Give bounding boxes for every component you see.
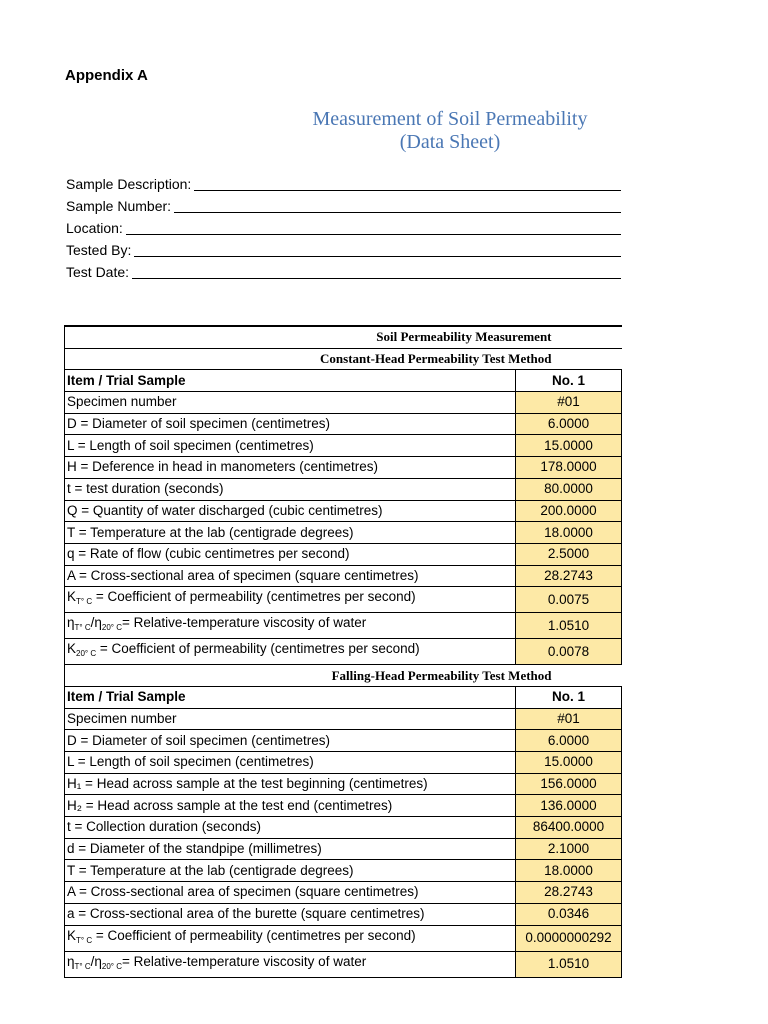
row-label <box>65 951 516 977</box>
row-value[interactable]: 0.0078 <box>516 639 622 665</box>
row-value[interactable]: 28.2743 <box>516 882 622 904</box>
row-label <box>65 392 516 414</box>
row-label <box>65 435 516 457</box>
symbol: K <box>67 927 77 943</box>
row-value[interactable]: 1.0510 <box>516 951 622 977</box>
table-heading-row <box>65 326 622 348</box>
permeability-data-table <box>64 325 622 978</box>
table-heading: Soil Permeability Measurement <box>65 326 622 348</box>
table-row <box>65 795 622 817</box>
table-row <box>65 860 622 882</box>
row-value[interactable]: 2.1000 <box>516 838 622 860</box>
column-header-trial: No. 1 <box>516 686 622 708</box>
row-label <box>65 478 516 500</box>
row-value[interactable]: 6.0000 <box>516 413 622 435</box>
row-label-text: = Coefficient of permeability (centimetres per second) <box>92 927 416 943</box>
symbol-subscript: 20° C <box>76 649 97 659</box>
row-value[interactable]: 18.0000 <box>516 522 622 544</box>
table-row <box>65 817 622 839</box>
row-label-text: = Coefficient of permeability (centimetres per second) <box>92 589 416 605</box>
table-row <box>65 478 622 500</box>
sample-description-field[interactable] <box>66 176 621 194</box>
row-label <box>65 925 516 951</box>
row-value[interactable]: 1.0510 <box>516 613 622 639</box>
symbol-subscript: T° C <box>76 935 93 945</box>
sample-number-field[interactable] <box>66 198 621 216</box>
table-row <box>65 708 622 730</box>
sample-description-label: Sample Description: <box>66 176 192 192</box>
row-label-text: a = Cross-sectional area of the burette (square centimetres) <box>67 906 425 922</box>
row-label <box>65 838 516 860</box>
location-label: Location: <box>66 220 123 236</box>
row-value[interactable]: 18.0000 <box>516 860 622 882</box>
falling-head-header-row <box>65 686 622 708</box>
table-row <box>65 882 622 904</box>
table-row <box>65 752 622 774</box>
symbol-subscript: T° C <box>74 623 91 633</box>
row-label-text: d = Diameter of the standpipe (millimetres) <box>67 841 322 857</box>
row-label <box>65 795 516 817</box>
symbol-2: /η <box>90 953 102 969</box>
test-date-field[interactable] <box>66 264 621 282</box>
symbol: K <box>67 589 77 605</box>
falling-head-method-title: Falling-Head Permeability Test Method <box>65 665 622 687</box>
row-label-text: T = Temperature at the lab (centigrade degrees) <box>67 524 354 540</box>
row-value[interactable]: 6.0000 <box>516 730 622 752</box>
table-row <box>65 500 622 522</box>
row-label-text: = Coefficient of permeability (centimetres per second) <box>96 641 420 657</box>
row-value[interactable]: #01 <box>516 708 622 730</box>
symbol-subscript: T° C <box>76 597 93 607</box>
row-label-text: t = test duration (seconds) <box>67 481 224 497</box>
table-row <box>65 457 622 479</box>
row-label-text: Specimen number <box>67 394 177 410</box>
row-label <box>65 708 516 730</box>
table-row <box>65 951 622 977</box>
symbol: K <box>67 641 77 657</box>
table-row <box>65 565 622 587</box>
table-row <box>65 435 622 457</box>
symbol: η <box>67 615 75 631</box>
sample-number-blank[interactable] <box>174 198 621 213</box>
column-header-item: Item / Trial Sample <box>65 370 516 392</box>
table-row <box>65 413 622 435</box>
row-label <box>65 817 516 839</box>
row-label <box>65 613 516 639</box>
table-row <box>65 522 622 544</box>
row-label <box>65 882 516 904</box>
row-label-text: H₂ = Head across sample at the test end (centimetres) <box>67 797 393 813</box>
table-row <box>65 543 622 565</box>
row-value[interactable]: 178.0000 <box>516 457 622 479</box>
table-row <box>65 838 622 860</box>
row-label-text: D = Diameter of soil specimen (centimetres) <box>67 732 330 748</box>
table-row <box>65 903 622 925</box>
page-title: Measurement of Soil Permeability <box>312 108 588 130</box>
row-label <box>65 457 516 479</box>
row-label <box>65 587 516 613</box>
sample-number-label: Sample Number: <box>66 198 172 214</box>
row-value[interactable]: #01 <box>516 392 622 414</box>
symbol-2: /η <box>90 615 102 631</box>
row-label <box>65 752 516 774</box>
row-label <box>65 522 516 544</box>
row-label-text: L = Length of soil specimen (centimetres) <box>67 437 314 453</box>
table-row <box>65 730 622 752</box>
row-label-text: Specimen number <box>67 710 177 726</box>
table-row <box>65 392 622 414</box>
tested-by-label: Tested By: <box>66 242 132 258</box>
test-date-blank[interactable] <box>132 264 621 279</box>
row-label <box>65 500 516 522</box>
appendix-label: Appendix A <box>65 67 148 84</box>
column-header-item: Item / Trial Sample <box>65 686 516 708</box>
row-label-text: = Relative-temperature viscosity of water <box>121 953 367 969</box>
tested-by-blank[interactable] <box>134 242 621 257</box>
table-row <box>65 587 622 613</box>
constant-head-header-row <box>65 370 622 392</box>
row-value[interactable]: 28.2743 <box>516 565 622 587</box>
column-header-trial: No. 1 <box>516 370 622 392</box>
row-label-text: t = Collection duration (seconds) <box>67 819 261 835</box>
row-label <box>65 413 516 435</box>
row-label-text: D = Diameter of soil specimen (centimetres) <box>67 416 330 432</box>
table-row <box>65 613 622 639</box>
test-date-label: Test Date: <box>66 264 130 280</box>
row-label-text: H₁ = Head across sample at the test beginning (centimetres) <box>67 776 428 792</box>
row-value[interactable]: 156.0000 <box>516 773 622 795</box>
table-row <box>65 639 622 665</box>
table-row <box>65 925 622 951</box>
row-value[interactable]: 0.0000000292 <box>516 925 622 951</box>
row-value[interactable]: 0.0346 <box>516 903 622 925</box>
row-value[interactable]: 136.0000 <box>516 795 622 817</box>
row-label <box>65 730 516 752</box>
constant-head-method-row <box>65 348 622 370</box>
row-label-text: A = Cross-sectional area of specimen (square centimetres) <box>67 567 419 583</box>
table-row <box>65 773 622 795</box>
symbol-2-subscript: 20° C <box>101 623 122 633</box>
row-label <box>65 860 516 882</box>
symbol: η <box>67 953 75 969</box>
row-label <box>65 543 516 565</box>
row-label <box>65 639 516 665</box>
row-label <box>65 565 516 587</box>
page-subtitle: (Data Sheet) <box>399 131 501 153</box>
falling-head-method-row <box>65 665 622 687</box>
symbol-2-subscript: 20° C <box>101 961 122 971</box>
row-label-text: A = Cross-sectional area of specimen (square centimetres) <box>67 884 419 900</box>
row-value[interactable]: 80.0000 <box>516 478 622 500</box>
row-label-text: = Relative-temperature viscosity of water <box>121 615 367 631</box>
location-blank[interactable] <box>126 220 621 235</box>
row-value[interactable]: 86400.0000 <box>516 817 622 839</box>
tested-by-field[interactable] <box>66 242 621 260</box>
row-value[interactable]: 0.0075 <box>516 587 622 613</box>
row-value[interactable]: 15.0000 <box>516 752 622 774</box>
constant-head-method-title: Constant-Head Permeability Test Method <box>65 348 622 370</box>
row-label-text: Q = Quantity of water discharged (cubic centimetres) <box>67 502 383 518</box>
symbol-subscript: T° C <box>74 961 91 971</box>
row-label-text: q = Rate of flow (cubic centimetres per second) <box>67 546 350 562</box>
row-value[interactable]: 15.0000 <box>516 435 622 457</box>
row-value[interactable]: 2.5000 <box>516 543 622 565</box>
row-label-text: T = Temperature at the lab (centigrade degrees) <box>67 862 354 878</box>
row-label-text: H = Deference in head in manometers (centimetres) <box>67 459 379 475</box>
row-label <box>65 903 516 925</box>
row-value[interactable]: 200.0000 <box>516 500 622 522</box>
row-label-text: L = Length of soil specimen (centimetres) <box>67 754 314 770</box>
sample-description-blank[interactable] <box>194 176 621 191</box>
location-field[interactable] <box>66 220 621 238</box>
row-label <box>65 773 516 795</box>
